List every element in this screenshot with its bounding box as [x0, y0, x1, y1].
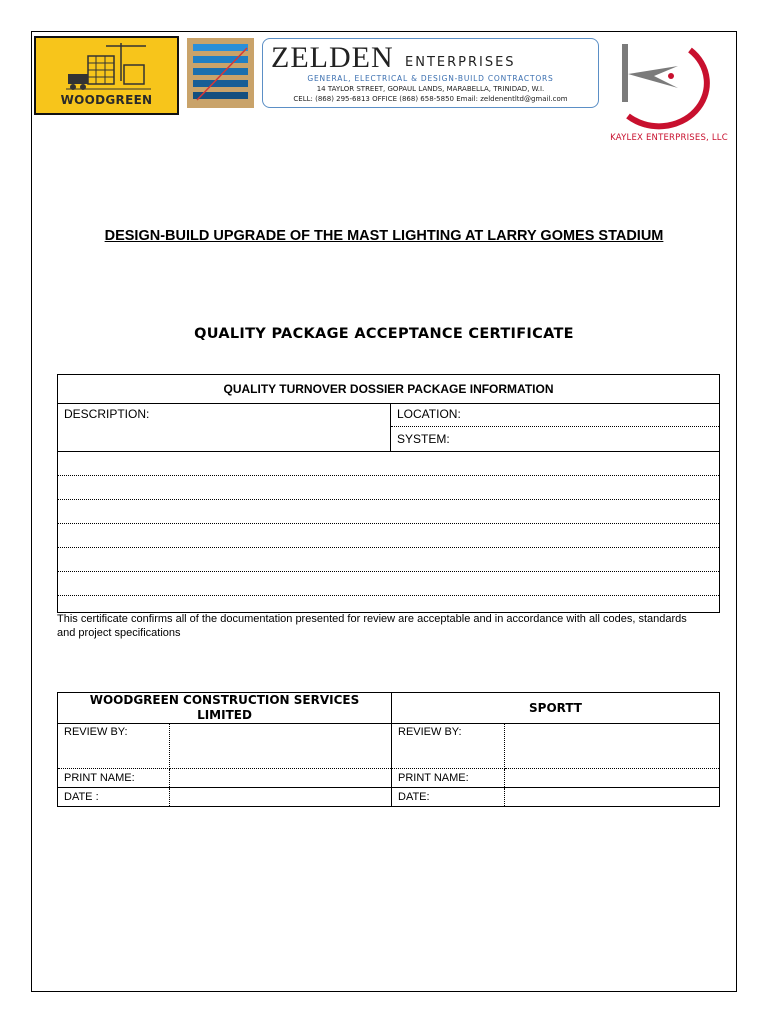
notes-line[interactable] [58, 452, 719, 476]
description-label: DESCRIPTION: [64, 407, 150, 421]
project-title: DESIGN-BUILD UPGRADE OF THE MAST LIGHTING AT LARRY GOMES STADIUM [104, 228, 664, 244]
package-info-table [57, 374, 720, 613]
stripes-emblem-icon [187, 38, 254, 108]
signoff-table [57, 692, 720, 807]
system-label: SYSTEM: [397, 432, 450, 446]
left-print-name-label: PRINT NAME: [58, 769, 170, 788]
notes-line[interactable] [58, 476, 719, 500]
right-review-field[interactable] [505, 724, 720, 769]
right-review-label: REVIEW BY: [392, 724, 505, 769]
kaylex-emblem-icon [608, 36, 728, 131]
location-field[interactable] [391, 404, 719, 427]
woodgreen-logo [34, 36, 179, 115]
zelden-suffix: ENTERPRISES [405, 55, 516, 70]
zelden-contact: CELL: (868) 295-6813 OFFICE (868) 658-5850 Email: zeldenentltd@gmail.com [293, 95, 568, 103]
left-print-name-field[interactable] [169, 769, 391, 788]
notes-line[interactable] [58, 572, 719, 596]
left-review-label: REVIEW BY: [58, 724, 170, 769]
location-label: LOCATION: [397, 407, 461, 421]
notes-line[interactable] [58, 548, 719, 572]
zelden-logo [262, 38, 599, 108]
building-icon [66, 41, 151, 93]
system-field[interactable] [391, 427, 719, 451]
zelden-name: ZELDEN [271, 41, 394, 74]
zelden-address: 14 TAYLOR STREET, GOPAUL LANDS, MARABELLA, TRINIDAD, W.I. [316, 85, 545, 93]
right-org-heading: SPORTT [392, 693, 720, 724]
certificate-title: QUALITY PACKAGE ACCEPTANCE CERTIFICATE [194, 326, 574, 342]
left-date-label: DATE : [58, 788, 170, 807]
kaylex-logo [604, 36, 734, 148]
kaylex-logo-text: KAYLEX ENTERPRISES, LLC [610, 133, 728, 143]
woodgreen-logo-text: WOODGREEN [60, 93, 153, 107]
right-date-label: DATE: [392, 788, 505, 807]
zelden-tagline: GENERAL, ELECTRICAL & DESIGN-BUILD CONTRACTORS [307, 74, 554, 83]
description-row [58, 404, 719, 452]
stripes-logo [187, 38, 254, 108]
left-date-field[interactable] [169, 788, 391, 807]
notes-line[interactable] [58, 524, 719, 548]
certificate-statement: This certificate confirms all of the documentation presented for review are acceptable and in accordance with all codes, standards and project specifications [57, 613, 687, 639]
right-print-name-label: PRINT NAME: [392, 769, 505, 788]
package-info-header: QUALITY TURNOVER DOSSIER PACKAGE INFORMATION [58, 375, 719, 404]
notes-line[interactable] [58, 500, 719, 524]
description-field[interactable] [58, 404, 391, 451]
left-review-field[interactable] [169, 724, 391, 769]
right-print-name-field[interactable] [505, 769, 720, 788]
left-org-heading: WOODGREEN CONSTRUCTION SERVICES LIMITED [58, 693, 392, 724]
right-date-field[interactable] [505, 788, 720, 807]
